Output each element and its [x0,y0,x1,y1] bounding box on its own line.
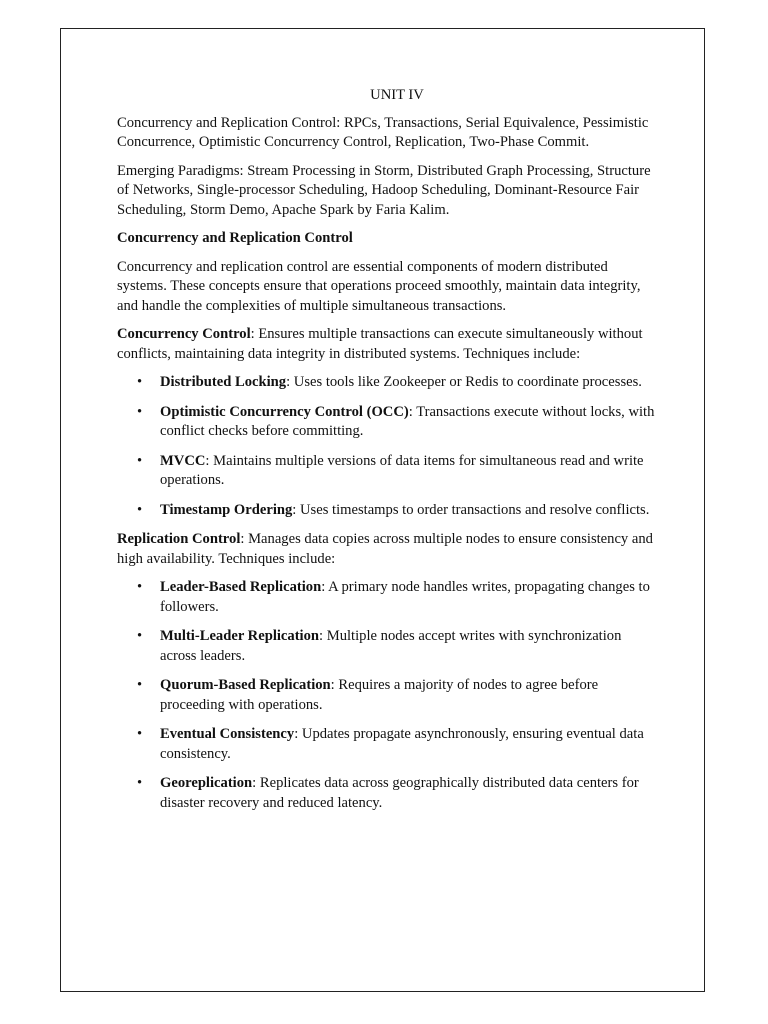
bullet-icon: • [137,775,143,791]
item-text: : Maintains multiple versions of data items for simultaneous read and write operations. [160,452,644,488]
bullet-icon: • [137,677,143,693]
item-term: Multi-Leader Replication [160,628,320,644]
list-item [117,403,657,442]
item-text: : Uses tools like Zookeeper or Redis to coordinate processes. [286,374,642,390]
bullet-icon: • [137,628,143,644]
item-term: Timestamp Ordering [160,501,293,518]
bullet-icon: • [137,501,143,518]
section-heading: Concurrency and Replication Control [117,230,353,246]
replication-techniques-list [117,578,657,813]
item-term: Eventual Consistency [160,726,295,742]
item-term: Leader-Based Replication [160,579,322,595]
item-text: : A primary node handles writes, propagating changes to followers. [160,579,650,615]
item-text: : Multiple nodes accept writes with synchronization across leaders. [160,628,622,664]
replication-control-term: Replication Control [117,531,241,547]
list-item [117,501,657,521]
item-term: MVCC [160,452,206,469]
item-term: Distributed Locking [160,374,287,390]
item-text: : Requires a majority of nodes to agree before proceeding with operations. [160,677,599,713]
syllabus-paragraph-2: Emerging Paradigms: Stream Processing in Storm, Distributed Graph Processing, Structure of Networks, Single-processor Scheduling, Hadoop Scheduling, Dominant-Resource Fair Scheduling, Storm Demo, Apache Spark by Faria Kalim. [117,162,651,218]
item-term: Optimistic Concurrency Control (OCC) [160,403,409,420]
concurrency-techniques-list [117,373,657,520]
concurrency-control-term: Concurrency Control [117,326,251,342]
item-term: Georeplication [160,775,253,791]
item-text: : Uses timestamps to order transactions and resolve conflicts. [292,501,650,518]
list-item [117,774,657,813]
bullet-icon: • [137,579,143,595]
concurrency-control-paragraph [117,325,657,364]
list-item [117,725,657,764]
concurrency-control-text: : Ensures multiple transactions can execute simultaneously without conflicts, maintaining data integrity in distributed systems. Techniques include: [117,326,643,362]
replication-control-text: : Manages data copies across multiple nodes to ensure consistency and high availability. Techniques include: [117,531,653,567]
item-text: : Transactions execute without locks, with conflict checks before committing. [160,403,655,439]
item-text: : Replicates data across geographically distributed data centers for disaster recovery and reduced latency. [160,775,639,811]
list-item [117,452,657,491]
list-item [117,627,657,666]
bullet-icon: • [137,452,143,469]
item-text: : Updates propagate asynchronously, ensuring eventual data consistency. [160,726,644,762]
bullet-icon: • [137,726,143,742]
intro-paragraph: Concurrency and replication control are essential components of modern distributed systems. These concepts ensure that operations proceed smoothly, maintain data integrity, and handle the complexities of multiple simultaneous transactions. [117,258,641,314]
bullet-icon: • [137,403,143,420]
list-item [117,578,657,617]
document-body [117,86,657,823]
bullet-icon: • [137,374,143,390]
list-item [117,676,657,715]
unit-title: UNIT IV [370,87,424,103]
syllabus-paragraph-1: Concurrency and Replication Control: RPCs, Transactions, Serial Equivalence, Pessimistic Concurrence, Optimistic Concurrency Control, Replication, Two-Phase Commit. [117,114,649,150]
list-item [117,373,657,393]
replication-control-paragraph [117,530,657,569]
item-term: Quorum-Based Replication [160,677,331,693]
